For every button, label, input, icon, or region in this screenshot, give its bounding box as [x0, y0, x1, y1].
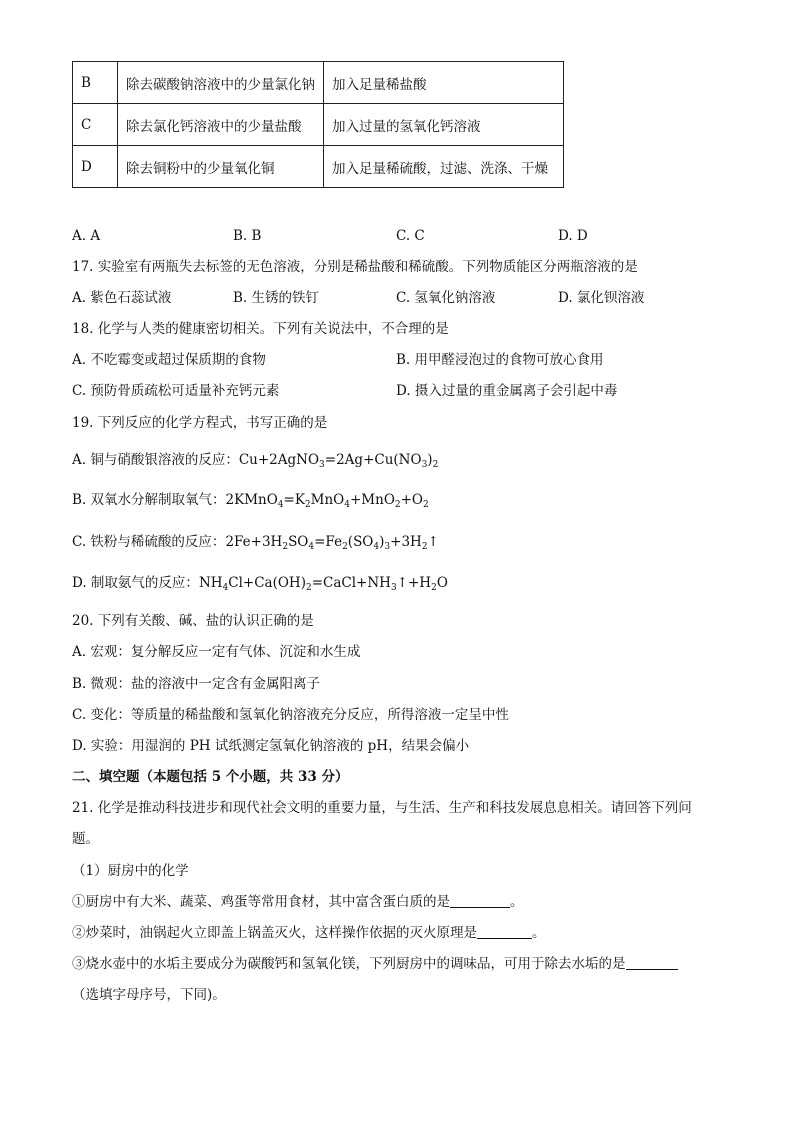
table-row [73, 146, 564, 188]
table-cell-purpose: 除去碳酸钠溶液中的少量氯化钠 [118, 62, 324, 104]
q19-option-b-label: B. 双氧水分解制取氧气： [72, 492, 226, 508]
answer-blank[interactable] [477, 924, 532, 939]
q16-option-a: A. A [72, 228, 101, 244]
q21-item-1 [72, 893, 524, 911]
q21-item-2-end: 。 [532, 925, 546, 941]
experiment-table [72, 61, 564, 188]
table-cell-method: 加入足量稀盐酸 [324, 62, 564, 104]
q21-item-1-text: ①厨房中有大米、蔬菜、鸡蛋等常用食材，其中富含蛋白质的是 [72, 894, 450, 910]
table-cell-purpose: 除去氯化钙溶液中的少量盐酸 [118, 104, 324, 146]
q19-option-c-label: C. 铁粉与稀硫酸的反应： [72, 534, 226, 550]
q19-option-d-label: D. 制取氨气的反应： [72, 575, 199, 591]
q16-option-b: B. B [233, 228, 262, 244]
q21-item-3-text: ③烧水壶中的水垢主要成分为碳酸钙和氢氧化镁，下列厨房中的调味品，可用于除去水垢的是 [72, 956, 626, 972]
answer-blank[interactable] [626, 955, 678, 970]
q19-option-a [72, 451, 438, 469]
q21-item-2-text: ②炒菜时，油锅起火立即盖上锅盖灭火，这样操作依据的灭火原理是 [72, 925, 477, 941]
answer-blank[interactable] [450, 893, 510, 908]
table-cell-method: 加入过量的氢氧化钙溶液 [324, 104, 564, 146]
q21-stem-line2: 题。 [72, 831, 99, 847]
equation-c: $2Fe+3H_2SO_4=Fe_2(SO_4)_3+3H_2↑$ [225, 534, 439, 552]
q17-stem: 17. 实验室有两瓶失去标签的无色溶液，分别是稀盐酸和稀硫酸。下列物质能区分两瓶溶液的是 [72, 259, 638, 275]
q20-option-d: D. 实验：用湿润的 PH 试纸测定氢氧化钠溶液的 pH，结果会偏小 [72, 738, 470, 754]
equation-d: $NH_4Cl+Ca(OH)_2=CaCl+NH_3↑+H_2O$ [198, 575, 448, 593]
q17-option-d: D. 氯化钡溶液 [558, 290, 645, 306]
q18-option-b: B. 用甲醛浸泡过的食物可放心食用 [396, 352, 604, 368]
q16-option-d: D. D [558, 228, 588, 244]
q19-option-b [72, 491, 429, 509]
table-row [73, 62, 564, 104]
q21-item-3-line2: （选填字母序号，下同)。 [72, 987, 226, 1003]
table-row [73, 104, 564, 146]
q21-subsection: （1）厨房中的化学 [72, 863, 189, 879]
q19-option-d [72, 574, 448, 592]
q21-item-1-end: 。 [510, 894, 524, 910]
equation-a: $Cu+2AgNO_3=2Ag+Cu(NO_3)_2$ [238, 452, 439, 470]
q17-option-a: A. 紫色石蕊试液 [72, 290, 172, 306]
table-cell-label: B [73, 62, 118, 104]
table-cell-label: D [73, 146, 118, 188]
q21-stem-line1: 21. 化学是推动科技进步和现代社会文明的重要力量，与生活、生产和科技发展息息相关。请回答下列问 [72, 800, 692, 816]
q20-stem: 20. 下列有关酸、碱、盐的认识正确的是 [72, 613, 314, 629]
q19-option-c [72, 533, 439, 551]
q19-stem: 19. 下列反应的化学方程式，书写正确的是 [72, 415, 328, 431]
q21-item-2 [72, 924, 546, 942]
q18-stem: 18. 化学与人类的健康密切相关。下列有关说法中，不合理的是 [72, 321, 449, 337]
section-heading: 二、填空题（本题包括 5 个小题，共 33 分） [72, 769, 349, 785]
q21-item-3 [72, 955, 678, 973]
q20-option-c: C. 变化：等质量的稀盐酸和氢氧化钠溶液充分反应，所得溶液一定呈中性 [72, 707, 509, 723]
q19-option-a-label: A. 铜与硝酸银溶液的反应： [72, 452, 239, 468]
q20-option-a: A. 宏观：复分解反应一定有气体、沉淀和水生成 [72, 644, 361, 660]
q17-option-b: B. 生锈的铁钉 [233, 290, 320, 306]
q16-option-c: C. C [396, 228, 425, 244]
table-cell-method: 加入足量稀硫酸，过滤、洗涤、干燥 [324, 146, 564, 188]
q18-option-a: A. 不吃霉变或超过保质期的食物 [72, 352, 266, 368]
q20-option-b: B. 微观：盐的溶液中一定含有金属阳离子 [72, 676, 321, 692]
table-cell-purpose: 除去铜粉中的少量氧化铜 [118, 146, 324, 188]
q17-option-c: C. 氢氧化钠溶液 [396, 290, 496, 306]
equation-b: $2KMnO_4=K_2MnO_4+MnO_2+O_2$ [225, 492, 429, 510]
q18-option-c: C. 预防骨质疏松可适量补充钙元素 [72, 383, 280, 399]
table-cell-label: C [73, 104, 118, 146]
q18-option-d: D. 摄入过量的重金属离子会引起中毒 [396, 383, 618, 399]
